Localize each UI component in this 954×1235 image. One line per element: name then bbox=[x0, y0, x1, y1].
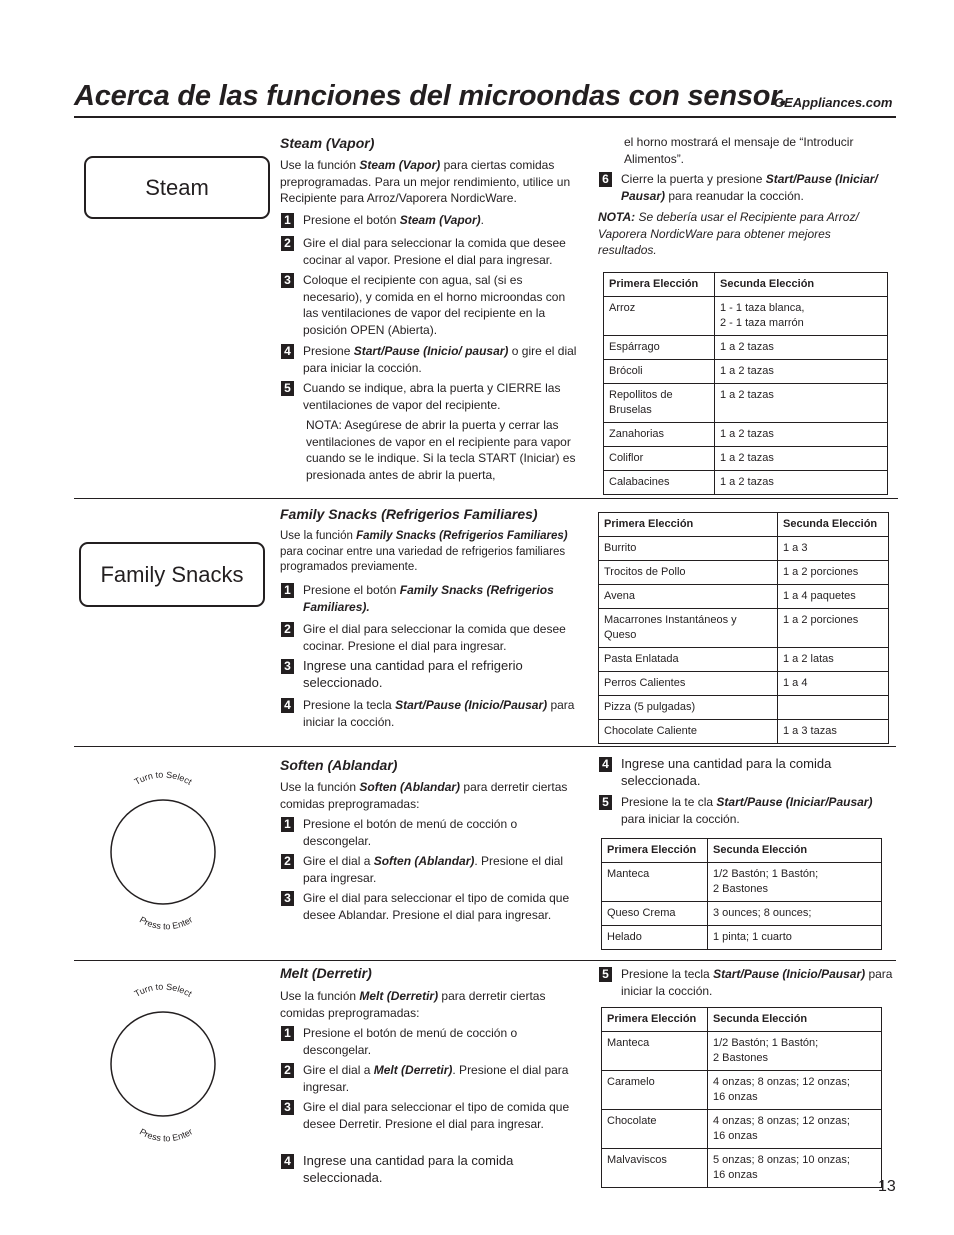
table-cell: 4 onzas; 8 onzas; 12 onzas; 16 onzas bbox=[708, 1110, 882, 1149]
table-cell: 1 a 2 tazas bbox=[715, 471, 888, 495]
soften-table bbox=[601, 838, 882, 950]
steam-step-2: 2 Gire el dial para seleccionar la comida que desee cocinar al vapor. Presione el dial para ingresar. bbox=[281, 235, 581, 268]
table-cell: Arroz bbox=[604, 297, 715, 336]
table-cell: Zanahorias bbox=[604, 423, 715, 447]
family-snacks-button-label: Family Snacks bbox=[100, 561, 244, 587]
table-cell: Espárrago bbox=[604, 336, 715, 360]
family-step-1: 1 Presione el botón Family Snacks (Refrigerios Familiares). bbox=[281, 582, 581, 615]
table-row bbox=[599, 609, 889, 648]
table-cell: Macarrones Instantáneos y Queso bbox=[599, 609, 778, 648]
table-header-cell: Primera Elección bbox=[604, 273, 715, 297]
dial-top-label: Turn to Select bbox=[132, 982, 194, 999]
table-cell: 1 a 2 latas bbox=[778, 648, 889, 672]
dial-bottom-label: Press to Enter bbox=[137, 1126, 195, 1142]
table-cell: 1 a 4 bbox=[778, 672, 889, 696]
dial-bottom-label: Press to Enter bbox=[137, 914, 195, 930]
table-cell: 1/2 Bastón; 1 Bastón; 2 Bastones bbox=[708, 1032, 882, 1071]
table-cell: Malvaviscos bbox=[602, 1149, 708, 1188]
family-step-2: 2 Gire el dial para seleccionar la comida que desee cocinar. Presione el dial para ingresar. bbox=[281, 621, 581, 654]
table-header-cell: Secunda Elección bbox=[708, 1008, 882, 1032]
soften-step-4: 4 Ingrese una cantidad para la comida seleccionada. bbox=[599, 756, 889, 789]
table-cell: Coliflor bbox=[604, 447, 715, 471]
family-snacks-intro: Use la función Family Snacks (Refrigerios Familiares) para cocinar entre una variedad de refrigerios familiares programados previamente. bbox=[280, 530, 568, 573]
table-row bbox=[599, 648, 889, 672]
table-row bbox=[602, 1071, 882, 1110]
steam-intro: Use la función Steam (Vapor) para ciertas comidas preprogramadas. Para un mejor rendimiento, utilice un Recipiente para Arroz/Vaporera NordicWare. bbox=[280, 158, 571, 205]
table-cell: 1 a 2 tazas bbox=[715, 360, 888, 384]
table-row bbox=[604, 384, 888, 423]
table-row bbox=[604, 336, 888, 360]
soften-step-5: 5 Presione la te cla Start/Pause (Iniciar/Pausar) para iniciar la cocción. bbox=[599, 794, 899, 827]
steam-step-3: 3 Coloque el recipiente con agua, sal (si es necesario), y comida en el horno microondas con las ventilaciones de vapor del recipiente en la posición OPEN (Abierta). bbox=[281, 272, 571, 338]
dial-circle bbox=[111, 800, 215, 904]
steam-table bbox=[603, 272, 888, 495]
section-divider bbox=[74, 498, 898, 499]
table-row bbox=[602, 902, 882, 926]
table-header-row bbox=[602, 1008, 882, 1032]
table-cell: 1 a 2 tazas bbox=[715, 336, 888, 360]
page-title: Acerca de las funciones del microondas con sensor. bbox=[74, 80, 788, 112]
table-cell: Pasta Enlatada bbox=[599, 648, 778, 672]
melt-step-3: 3 Gire el dial para seleccionar el tipo de comida que desee Derretir. Presione el dial para ingresar. bbox=[281, 1099, 571, 1132]
dial-circle bbox=[111, 1012, 215, 1116]
soften-step-1: 1 Presione el botón de menú de cocción o descongelar. bbox=[281, 816, 571, 849]
table-header-cell: Primera Elección bbox=[599, 513, 778, 537]
table-cell: Burrito bbox=[599, 537, 778, 561]
table-cell: Trocitos de Pollo bbox=[599, 561, 778, 585]
table-cell: 1 a 2 tazas bbox=[715, 384, 888, 423]
table-cell bbox=[778, 696, 889, 720]
table-cell: Chocolate Caliente bbox=[599, 720, 778, 744]
soften-step-2: 2 Gire el dial a Soften (Ablandar). Presione el dial para ingresar. bbox=[281, 853, 581, 886]
steam-heading: Steam (Vapor) bbox=[280, 135, 375, 151]
dial-knob-illustration bbox=[103, 770, 221, 930]
table-row bbox=[604, 447, 888, 471]
table-cell: 5 onzas; 8 onzas; 10 onzas; 16 onzas bbox=[708, 1149, 882, 1188]
table-header-cell: Primera Elección bbox=[602, 839, 708, 863]
steam-note-1-continued: el horno mostrará el mensaje de “Introducir Alimentos”. bbox=[624, 135, 854, 166]
melt-intro: Use la función Melt (Derretir) para derretir ciertas comidas preprogramadas: bbox=[280, 989, 546, 1020]
table-row bbox=[599, 585, 889, 609]
table-cell: 1 a 4 paquetes bbox=[778, 585, 889, 609]
dial-top-label: Turn to Select bbox=[132, 770, 194, 787]
steam-step-1: 1 Presione el botón Steam (Vapor). bbox=[281, 212, 581, 229]
table-cell: Manteca bbox=[602, 863, 708, 902]
steam-button-label: Steam bbox=[145, 174, 209, 200]
table-cell: 1 a 3 bbox=[778, 537, 889, 561]
table-cell: Caramelo bbox=[602, 1071, 708, 1110]
table-header-cell: Primera Elección bbox=[602, 1008, 708, 1032]
table-header-row bbox=[602, 839, 882, 863]
table-row bbox=[599, 672, 889, 696]
table-cell: Manteca bbox=[602, 1032, 708, 1071]
table-row bbox=[602, 1149, 882, 1188]
table-row bbox=[599, 696, 889, 720]
table-row bbox=[602, 926, 882, 950]
melt-step-4: 4 Ingrese una cantidad para la comida seleccionada. bbox=[281, 1153, 571, 1186]
table-row bbox=[599, 561, 889, 585]
table-cell: 1 a 2 tazas bbox=[715, 423, 888, 447]
steam-button-illustration bbox=[84, 156, 270, 219]
table-header-row bbox=[599, 513, 889, 537]
table-row bbox=[604, 360, 888, 384]
steam-step-5: 5 Cuando se indique, abra la puerta y CIERRE las ventilaciones de vapor del recipiente. bbox=[281, 380, 581, 413]
table-cell: 1 pinta; 1 cuarto bbox=[708, 926, 882, 950]
table-cell: Pizza (5 pulgadas) bbox=[599, 696, 778, 720]
table-cell: Queso Crema bbox=[602, 902, 708, 926]
table-cell: Chocolate bbox=[602, 1110, 708, 1149]
table-cell: 1/2 Bastón; 1 Bastón; 2 Bastones bbox=[708, 863, 882, 902]
melt-table bbox=[601, 1007, 882, 1188]
steam-note-2: NOTA: Se debería usar el Recipiente para Arroz/ Vaporera NordicWare para obtener mejores resultados. bbox=[598, 210, 859, 257]
family-snacks-heading: Family Snacks (Refrigerios Familiares) bbox=[280, 506, 538, 522]
table-row bbox=[602, 1032, 882, 1071]
soften-intro: Use la función Soften (Ablandar) para derretir ciertas comidas preprogramadas: bbox=[280, 780, 568, 811]
table-row bbox=[602, 863, 882, 902]
dial-knob-illustration bbox=[103, 982, 221, 1142]
table-cell: Repollitos de Bruselas bbox=[604, 384, 715, 423]
section-divider bbox=[74, 746, 896, 747]
soften-heading: Soften (Ablandar) bbox=[280, 757, 398, 773]
table-row bbox=[602, 1110, 882, 1149]
page-number: 13 bbox=[878, 1178, 896, 1195]
table-cell: 1 a 2 tazas bbox=[715, 447, 888, 471]
steam-step-6: 6 Cierre la puerta y presione Start/Pause (Iniciar/ Pausar) para reanudar la cocción. bbox=[599, 171, 891, 204]
section-divider bbox=[74, 960, 896, 961]
table-cell: Helado bbox=[602, 926, 708, 950]
table-row bbox=[604, 297, 888, 336]
melt-step-1: 1 Presione el botón de menú de cocción o descongelar. bbox=[281, 1025, 571, 1058]
steam-step-4: 4 Presione Start/Pause (Inicio/ pausar) o gire el dial para iniciar la cocción. bbox=[281, 343, 581, 376]
melt-step-2: 2 Gire el dial a Melt (Derretir). Presione el dial para ingresar. bbox=[281, 1062, 581, 1095]
table-cell: 1 - 1 taza blanca, 2 - 1 taza marrón bbox=[715, 297, 888, 336]
family-snacks-button-illustration bbox=[79, 542, 265, 607]
table-cell: 1 a 2 porciones bbox=[778, 561, 889, 585]
site-url: GEAppliances.com bbox=[774, 95, 893, 110]
table-cell: Avena bbox=[599, 585, 778, 609]
soften-step-3: 3 Gire el dial para seleccionar el tipo de comida que desee Ablandar. Presione el dial para ingresar. bbox=[281, 890, 571, 923]
table-header-row bbox=[604, 273, 888, 297]
table-row bbox=[599, 720, 889, 744]
melt-step-5: 5 Presione la tecla Start/Pause (Inicio/Pausar) para iniciar la cocción. bbox=[599, 966, 899, 999]
family-snacks-table bbox=[598, 512, 889, 744]
table-cell: Calabacines bbox=[604, 471, 715, 495]
table-header-cell: Secunda Elección bbox=[715, 273, 888, 297]
table-row bbox=[604, 423, 888, 447]
table-cell: 1 a 3 tazas bbox=[778, 720, 889, 744]
family-step-3: 3 Ingrese una cantidad para el refrigerio seleccionado. bbox=[281, 658, 571, 691]
table-cell: Brócoli bbox=[604, 360, 715, 384]
melt-heading: Melt (Derretir) bbox=[280, 965, 372, 981]
table-cell: 3 ounces; 8 ounces; bbox=[708, 902, 882, 926]
table-header-cell: Secunda Elección bbox=[778, 513, 889, 537]
table-cell: 1 a 2 porciones bbox=[778, 609, 889, 648]
steam-note-1: NOTA: Asegúrese de abrir la puerta y cerrar las ventilaciones de vapor en el recipiente para vapor cuando se le indique. Si la tecla START (Iniciar) es presionada antes de abrir la puerta, bbox=[306, 418, 576, 482]
table-row bbox=[599, 537, 889, 561]
table-header-cell: Secunda Elección bbox=[708, 839, 882, 863]
table-cell: 4 onzas; 8 onzas; 12 onzas; 16 onzas bbox=[708, 1071, 882, 1110]
table-row bbox=[604, 471, 888, 495]
title-rule bbox=[74, 116, 896, 118]
family-step-4: 4 Presione la tecla Start/Pause (Inicio/Pausar) para iniciar la cocción. bbox=[281, 697, 581, 730]
table-cell: Perros Calientes bbox=[599, 672, 778, 696]
